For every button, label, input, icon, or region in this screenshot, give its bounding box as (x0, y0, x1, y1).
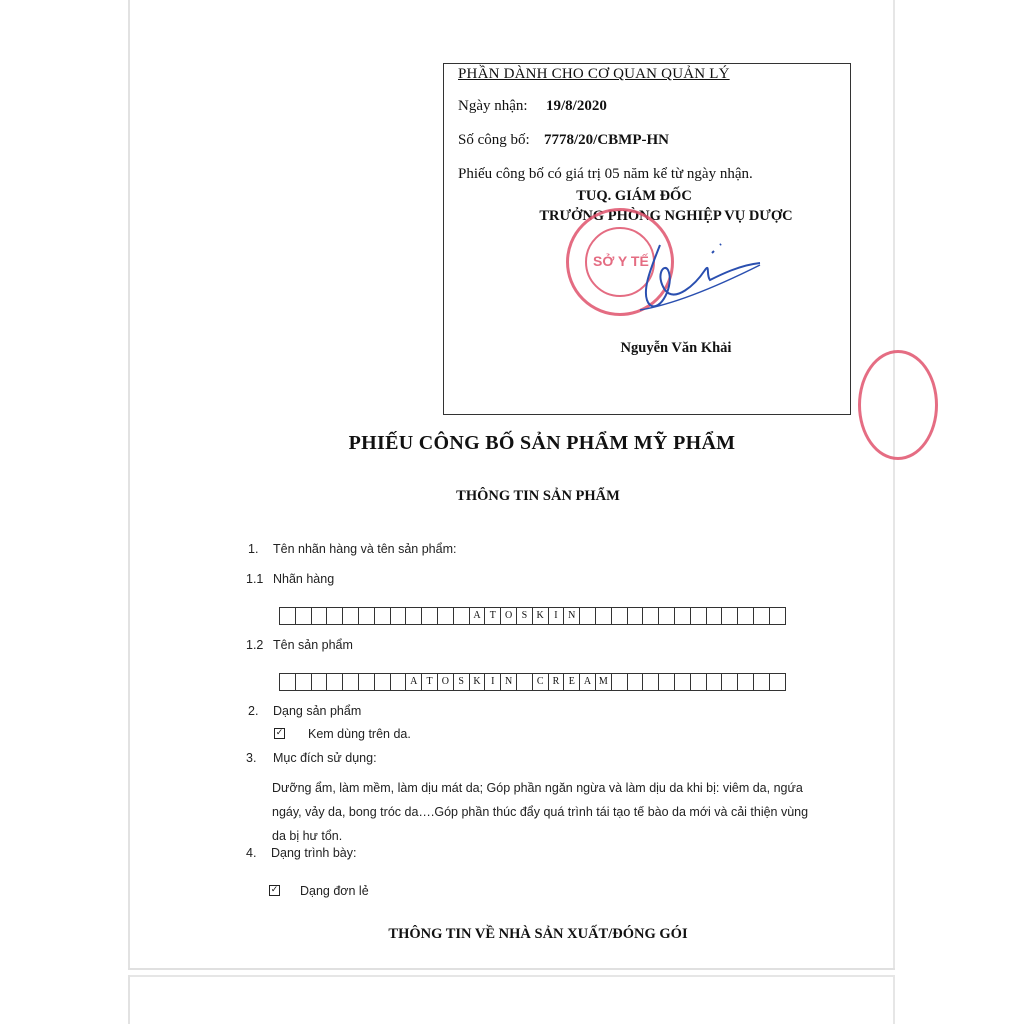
number-value: 7778/20/CBMP-HN (544, 132, 669, 148)
char-box (296, 673, 312, 691)
char-box: A (580, 673, 596, 691)
char-box: C (533, 673, 549, 691)
char-box (628, 607, 644, 625)
item-2-checkbox: ✓ (275, 728, 284, 738)
char-box: N (501, 673, 517, 691)
item-4-option: Dạng đơn lẻ (300, 884, 369, 898)
signer-name: Nguyễn Văn Khải (620, 340, 732, 356)
char-box (707, 607, 723, 625)
char-box (722, 607, 738, 625)
section-product-title: THÔNG TIN SẢN PHẨM (456, 488, 620, 504)
next-page-edge-top (128, 975, 895, 977)
number-label: Số công bố: (458, 132, 530, 148)
section-manufacturer-title: THÔNG TIN VỀ NHÀ SẢN XUẤT/ĐÓNG GÓI (388, 926, 688, 942)
item-2-label: Dạng sản phẩm (273, 704, 362, 718)
char-box (359, 607, 375, 625)
char-box (327, 607, 343, 625)
char-box (770, 673, 786, 691)
char-box (770, 607, 786, 625)
char-box (359, 673, 375, 691)
char-box (643, 673, 659, 691)
char-box (343, 607, 359, 625)
char-box (312, 673, 328, 691)
item-2-number: 2. (248, 704, 259, 718)
item-1-2-number: 1.2 (246, 638, 264, 652)
char-box (754, 607, 770, 625)
received-date: 19/8/2020 (546, 98, 607, 114)
char-box (454, 607, 470, 625)
signer-role-2: TRƯỞNG PHÒNG NGHIỆP VỤ DƯỢC (539, 208, 793, 224)
char-box: I (549, 607, 565, 625)
brand-char-boxes (279, 607, 786, 625)
item-4-checkbox: ✓ (270, 885, 279, 895)
char-box (375, 607, 391, 625)
char-box: T (422, 673, 438, 691)
char-box (707, 673, 723, 691)
validity-text: Phiếu công bố có giá trị 05 năm kể từ ngày nhận. (458, 166, 753, 182)
char-box: S (454, 673, 470, 691)
char-box: R (549, 673, 565, 691)
char-box (675, 607, 691, 625)
signature-icon (620, 235, 770, 325)
char-box: N (564, 607, 580, 625)
item-1-label: Tên nhãn hàng và tên sản phẩm: (273, 542, 457, 556)
document-title: PHIẾU CÔNG BỐ SẢN PHẨM MỸ PHẨM (348, 432, 736, 454)
char-box (754, 673, 770, 691)
char-box: S (517, 607, 533, 625)
char-box (643, 607, 659, 625)
char-box (391, 673, 407, 691)
page-edge-bottom (128, 968, 895, 970)
page-edge-right (893, 0, 895, 970)
item-3-number: 3. (246, 751, 257, 765)
char-box: M (596, 673, 612, 691)
received-label: Ngày nhận: (458, 98, 528, 114)
char-box (422, 607, 438, 625)
next-page-edge-right (893, 975, 895, 1024)
char-box (738, 607, 754, 625)
stamp-text: SỞ Y TẾ (593, 253, 649, 269)
char-box (280, 673, 296, 691)
item-3-label: Mục đích sử dụng: (273, 751, 377, 765)
char-box: O (501, 607, 517, 625)
char-box: E (564, 673, 580, 691)
char-box (327, 673, 343, 691)
product-char-boxes (279, 673, 786, 691)
item-1-2-label: Tên sản phẩm (273, 638, 353, 652)
char-box (691, 607, 707, 625)
char-box (691, 673, 707, 691)
char-box (517, 673, 533, 691)
page-edge-left (128, 0, 130, 970)
char-box (343, 673, 359, 691)
item-4-label: Dạng trình bày: (271, 846, 357, 860)
char-box (391, 607, 407, 625)
char-box: A (470, 607, 486, 625)
next-page-edge-left (128, 975, 130, 1024)
item-4-number: 4. (246, 846, 257, 860)
char-box (722, 673, 738, 691)
char-box (312, 607, 328, 625)
item-3-text: Dưỡng ẩm, làm mềm, làm dịu mát da; Góp phần ngăn ngừa và làm dịu da khi bị: viêm da, ngứa ngáy, vảy da, bong tróc da….Góp phần thúc đẩy quá trình tái tạo tế bào da mới và cải thiện vùng da bị hư tổn. (272, 781, 809, 843)
item-1-1-number: 1.1 (246, 572, 264, 586)
char-box (612, 673, 628, 691)
char-box (659, 673, 675, 691)
char-box (659, 607, 675, 625)
char-box: K (470, 673, 486, 691)
char-box: A (406, 673, 422, 691)
char-box (296, 607, 312, 625)
char-box: T (485, 607, 501, 625)
char-box (612, 607, 628, 625)
signer-role-1: TUQ. GIÁM ĐỐC (576, 188, 692, 204)
management-title: PHẦN DÀNH CHO CƠ QUAN QUẢN LÝ (458, 66, 730, 82)
char-box (738, 673, 754, 691)
char-box: I (485, 673, 501, 691)
char-box (628, 673, 644, 691)
item-1-1-label: Nhãn hàng (273, 572, 335, 586)
char-box (280, 607, 296, 625)
char-box (406, 607, 422, 625)
char-box (596, 607, 612, 625)
char-box (675, 673, 691, 691)
char-box (438, 607, 454, 625)
char-box (580, 607, 596, 625)
char-box (375, 673, 391, 691)
item-1-number: 1. (248, 542, 259, 556)
item-2-option: Kem dùng trên da. (308, 727, 411, 741)
char-box: K (533, 607, 549, 625)
char-box: O (438, 673, 454, 691)
